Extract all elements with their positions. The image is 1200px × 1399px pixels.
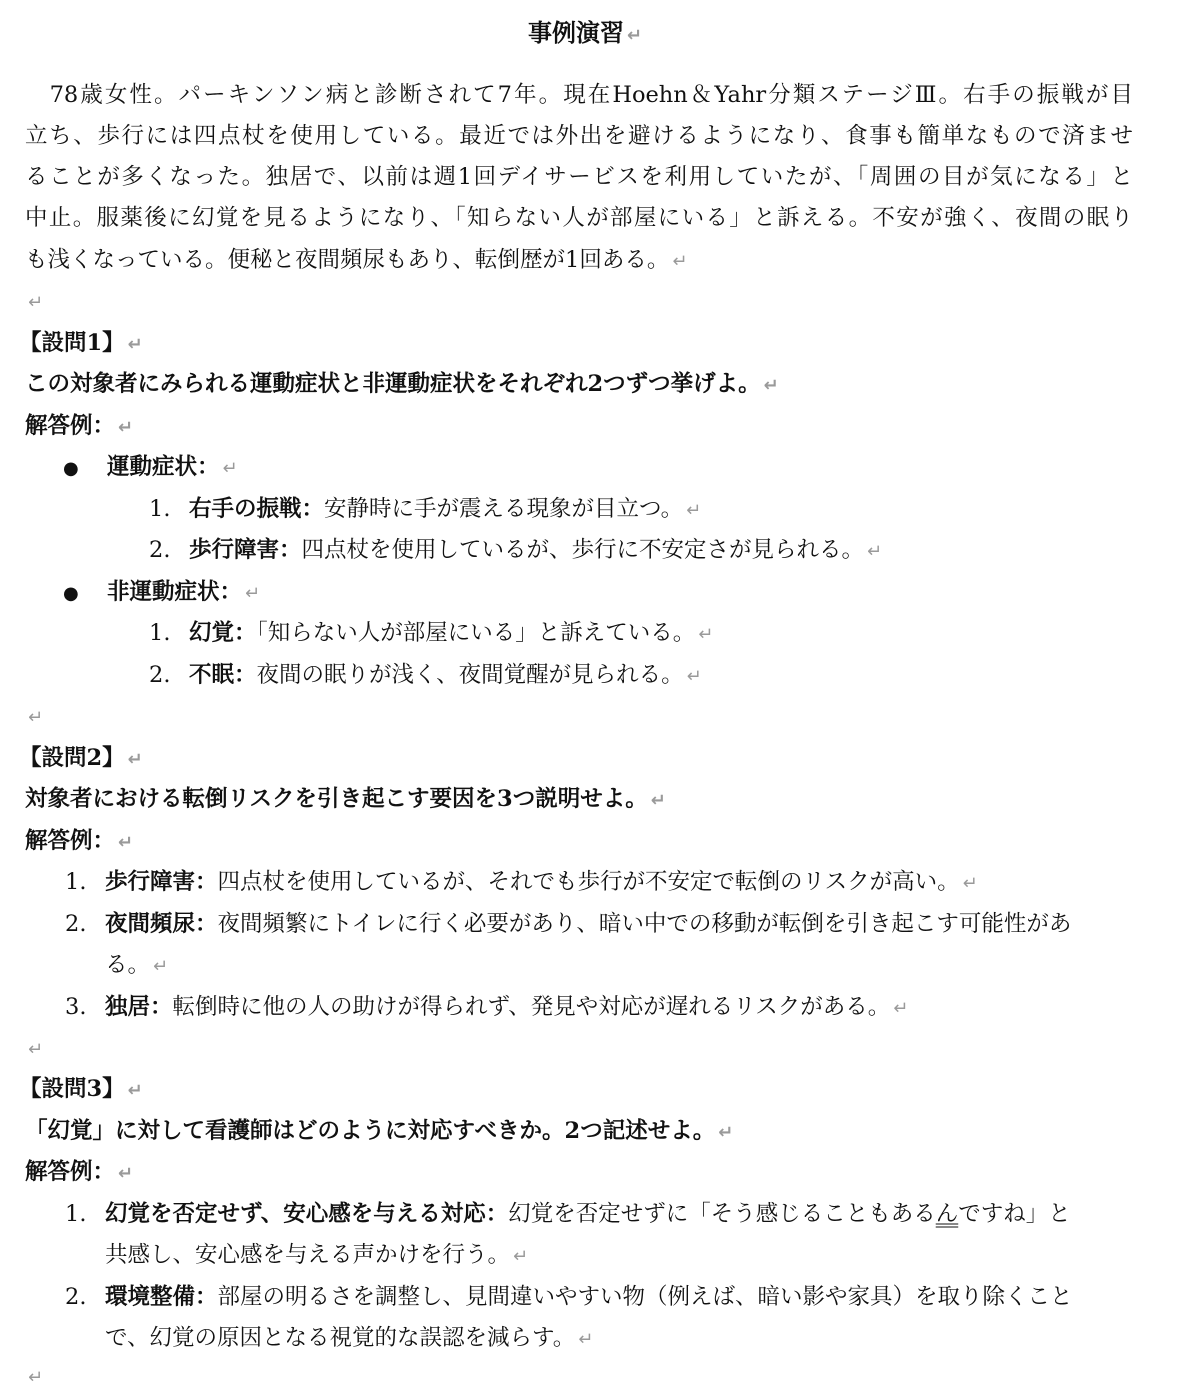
paragraph-mark-icon: [118, 832, 133, 853]
paragraph-mark-icon: [893, 998, 908, 1019]
paragraph-mark-icon: [513, 1246, 528, 1267]
q2-item-2-cont: る。 ↵: [105, 944, 168, 986]
q1-heading: 【設問1】 ↵: [19, 322, 143, 364]
q3-item-2-cont: で、幻覚の原因となる視覚的な誤認を減らす。 ↵: [105, 1317, 593, 1359]
q1-motor-item: ● 運動症状： ↵: [63, 446, 238, 488]
paragraph-mark-icon: [223, 458, 238, 479]
q2-item-2: 2. 夜間頻尿：夜間頻繁にトイレに行く必要があり、暗い中での移動が転倒を引き起こす可能性があ: [65, 911, 1072, 937]
bullet-icon: ●: [63, 583, 79, 604]
q3-heading: 【設問3】 ↵: [19, 1068, 143, 1110]
paragraph-mark-icon: [118, 1163, 133, 1184]
q3-prompt: 「幻覚」に対して看護師はどのように対応すべきか。2つ記述せよ。 ↵: [25, 1110, 733, 1152]
q3-item-1-cont: 共感し、安心感を与える声かけを行う。 ↵: [105, 1234, 528, 1276]
paragraph-mark-icon: [764, 375, 779, 396]
case-line-3: ることが多くなった。独居で、以前は週1回デイサービスを利用していたが、「周囲の目が気になる」と: [25, 164, 1133, 190]
case-line-1: 78歳女性。パーキンソン病と診断されて7年。現在Hoehn＆Yahr分類ステージⅢ。右手の振戦が目: [25, 82, 1133, 108]
case-line-2: 立ち、歩行には四点杖を使用している。最近では外出を避けるようになり、食事も簡単なもので済ませ: [25, 123, 1133, 149]
empty-paragraph: [25, 695, 43, 737]
paragraph-mark-icon: [698, 624, 713, 645]
paragraph-mark-icon: [153, 956, 168, 977]
q2-answer-label: 解答例： ↵: [25, 820, 133, 862]
paragraph-mark-icon: [651, 790, 666, 811]
paragraph-mark-icon: [686, 500, 701, 521]
q3-item-2: 2. 環境整備：部屋の明るさを調整し、見間違いやすい物（例えば、暗い影や家具）を取り除くこと: [65, 1284, 1073, 1310]
paragraph-mark-icon: [963, 873, 978, 894]
paragraph-mark-icon: [718, 1122, 733, 1143]
q3-answer-label: 解答例： ↵: [25, 1151, 133, 1193]
bullet-icon: ●: [63, 458, 79, 479]
paragraph-mark-icon: [28, 707, 43, 728]
q1-nonmotor-sub-2: 2. 不眠：夜間の眠りが浅く、夜間覚醒が見られる。 ↵: [149, 654, 702, 696]
paragraph-mark-icon: [687, 666, 702, 687]
q1-motor-sub-1: 1. 右手の振戦：安静時に手が震える現象が目立つ。 ↵: [149, 488, 701, 530]
q1-answer-label: 解答例： ↵: [25, 405, 133, 447]
paragraph-mark-icon: [245, 583, 260, 604]
paragraph-mark-icon: [128, 749, 143, 770]
q3-item-1: 1. 幻覚を否定せず、安心感を与える対応：幻覚を否定せずに「そう感じることもあるんですね」と: [65, 1201, 1071, 1227]
q2-heading: 【設問2】 ↵: [19, 737, 143, 779]
q1-motor-sub-2: 2. 歩行障害：四点杖を使用しているが、歩行に不安定さが見られる。 ↵: [149, 529, 882, 571]
paragraph-mark-icon: [128, 334, 143, 355]
paragraph-mark-icon: [28, 292, 43, 313]
page-title: 事例演習 ↵: [528, 12, 642, 54]
proofing-underline: ん: [935, 1201, 959, 1227]
paragraph-mark-icon: [118, 417, 133, 438]
paragraph-mark-icon: [627, 25, 642, 46]
q2-item-3: 3. 独居：転倒時に他の人の助けが得られず、発見や対応が遅れるリスクがある。 ↵: [65, 986, 908, 1028]
paragraph-mark-icon: [28, 1039, 43, 1060]
paragraph-mark-icon: [672, 251, 687, 272]
q1-nonmotor-sub-1: 1. 幻覚：「知らない人が部屋にいる」と訴えている。 ↵: [149, 612, 713, 654]
paragraph-mark-icon: [578, 1329, 593, 1350]
empty-paragraph: [25, 1027, 43, 1069]
paragraph-mark-icon: [128, 1080, 143, 1101]
q1-prompt: この対象者にみられる運動症状と非運動症状をそれぞれ2つずつ挙げよ。 ↵: [25, 363, 779, 405]
q2-prompt: 対象者における転倒リスクを引き起こす要因を3つ説明せよ。 ↵: [25, 778, 666, 820]
q1-nonmotor-item: ● 非運動症状： ↵: [63, 571, 260, 613]
case-line-5: も浅くなっている。便秘と夜間頻尿もあり、転倒歴が1回ある。 ↵: [25, 239, 687, 281]
paragraph-mark-icon: [28, 1367, 43, 1388]
empty-paragraph: [25, 280, 43, 322]
case-line-4: 中止。服薬後に幻覚を見るようになり、「知らない人が部屋にいる」と訴える。不安が強く、夜間の眠り: [25, 205, 1133, 231]
q2-item-1: 1. 歩行障害：四点杖を使用しているが、それでも歩行が不安定で転倒のリスクが高い。 ↵: [65, 861, 978, 903]
empty-paragraph: [25, 1355, 43, 1397]
paragraph-mark-icon: [867, 541, 882, 562]
